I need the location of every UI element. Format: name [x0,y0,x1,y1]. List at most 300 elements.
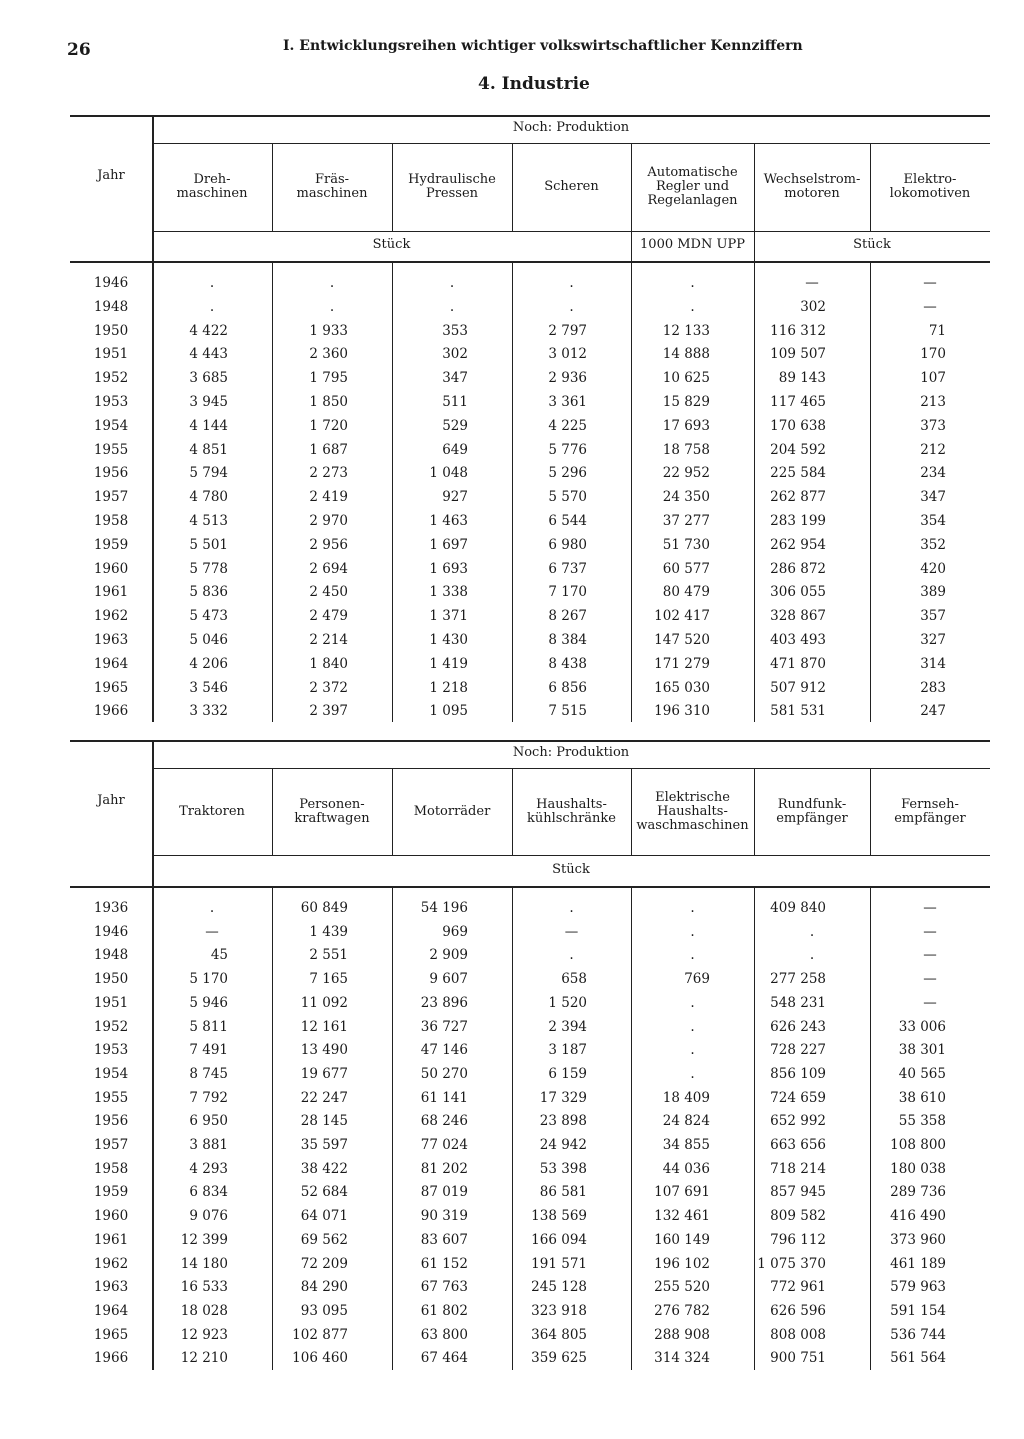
unit-label: Stück [372,237,411,252]
table-cell: 60 577 [662,560,710,577]
table-cell: 288 908 [654,1326,710,1343]
table-cell: 314 324 [654,1350,710,1367]
table-cell: 409 840 [770,900,826,916]
table-cell: 536 744 [890,1326,946,1343]
table-cell: 2 479 [309,608,348,625]
table-cell: 12 210 [180,1350,228,1367]
row-year: 1957 [93,1137,129,1153]
table-cell: 728 227 [770,1042,826,1059]
table-cell: 87 019 [420,1184,468,1201]
table-cell: — [923,900,937,916]
table-cell: 359 625 [531,1350,587,1367]
column-header: Wechselstrom- motoren [763,172,861,201]
table-cell: 796 112 [770,1231,826,1248]
table-cell: 352 [920,536,946,553]
row-year: 1956 [93,1113,129,1130]
table-cell: 2 419 [309,489,348,506]
row-year: 1963 [93,1279,129,1296]
table-cell: 196 310 [654,703,710,720]
rule-col-separator [870,768,871,855]
table-cell: 14 180 [180,1255,228,1272]
table-cell: . [329,298,335,315]
table-cell: — [923,298,937,315]
table-cell: 7 515 [548,703,587,720]
table-cell: 255 520 [654,1279,710,1296]
table-cell: 857 945 [770,1184,826,1201]
table-cell: 357 [920,608,946,625]
column-header: Hydraulische Pressen [408,172,496,201]
row-year: 1953 [93,1042,129,1059]
header-jahr: Jahr [97,792,125,808]
table-cell: 54 196 [420,900,468,916]
table-cell: 8 267 [548,608,587,625]
table-cell: 2 694 [309,560,348,577]
table-cell: — [564,923,579,940]
table-cell: 3 187 [548,1042,587,1059]
table-cell: 47 146 [420,1042,468,1059]
row-year: 1960 [93,560,129,577]
table-cell: 50 270 [420,1065,468,1082]
table-cell: 77 024 [420,1137,468,1153]
header-noch-produktion: Noch: Produktion [512,745,630,760]
table-cell: 80 479 [662,584,710,601]
table-cell: 772 961 [770,1279,826,1296]
table-cell: 67 763 [420,1279,468,1296]
table-cell: 9 607 [429,971,468,988]
unit-label: 1000 MDN UPP [640,237,745,252]
rule-col-separator [392,143,393,231]
table-cell: 5 811 [189,1018,228,1035]
row-year: 1961 [93,1231,129,1248]
table-cell: 180 038 [890,1160,946,1177]
table-cell: 1 430 [429,632,468,648]
table-cell: 1 520 [548,994,587,1011]
table-cell: . [690,900,695,916]
row-year: 1952 [93,370,129,387]
table-cell: 2 551 [309,947,348,964]
section-title: 4. Industrie [478,74,590,94]
table-cell: 323 918 [531,1302,587,1319]
header-noch-produktion: Noch: Produktion [512,120,630,135]
table-cell: 4 851 [189,441,228,458]
table-cell: . [809,923,815,940]
table-cell: 64 071 [300,1208,348,1225]
table-cell: . [449,275,455,291]
table-cell: 262 877 [770,489,826,506]
rule-col-separator [272,143,273,231]
table-cell: 61 141 [420,1089,468,1106]
table-cell: 34 855 [662,1137,710,1153]
column-header: Fernseh- empfänger [894,796,966,826]
table-cell: 86 581 [539,1184,587,1201]
column-header: Haushalts- kühlschränke [526,796,616,826]
table-cell: 1 693 [429,560,468,577]
table-cell: 4 293 [189,1160,228,1177]
table-cell: 1 463 [429,513,468,529]
table-cell: 548 231 [770,994,826,1011]
table-cell: 14 888 [662,346,710,363]
table-cell: 67 464 [420,1350,468,1367]
table-cell: 204 592 [770,441,826,458]
row-year: 1951 [93,994,129,1011]
table-cell: 2 394 [548,1018,587,1035]
table-cell: 63 800 [420,1326,468,1343]
table-cell: . [690,923,695,940]
table-cell: 1 795 [309,370,348,387]
table-cell: 171 279 [654,655,710,672]
table-cell: 4 443 [189,346,228,363]
table-cell: 72 209 [300,1255,348,1272]
row-year: 1959 [93,1184,129,1201]
table-cell: 2 909 [429,947,468,964]
table-cell: 160 149 [654,1231,710,1248]
table-cell: . [690,275,695,291]
table-cell: 1 850 [309,394,348,410]
table-cell: . [809,947,815,964]
table-cell: 649 [442,441,468,458]
table-cell: 11 092 [300,994,348,1011]
row-year: 1955 [93,441,129,458]
row-year: 1948 [93,298,129,315]
table-cell: 69 562 [300,1231,348,1248]
table-cell: 19 677 [300,1065,348,1082]
table-cell: 354 [920,513,946,529]
table-cell: 55 358 [898,1113,946,1130]
row-year: 1966 [93,1350,129,1367]
table-cell: 581 531 [770,703,826,720]
row-year: 1954 [93,417,129,434]
table-cell: 109 507 [770,346,826,363]
row-year: 1946 [93,275,129,291]
table-cell: 591 154 [890,1302,946,1319]
table-cell: 2 956 [309,536,348,553]
table-cell: 165 030 [654,679,710,696]
table-cell: 289 736 [890,1184,946,1201]
table-cell: — [205,923,219,940]
table-cell: 1 095 [429,703,468,720]
table-cell: 2 970 [309,513,348,529]
row-year: 1958 [93,513,129,529]
table-cell: 245 128 [531,1279,587,1296]
table-cell: 108 800 [890,1137,946,1153]
table-cell: 53 398 [539,1160,587,1177]
table-cell: — [805,275,819,291]
table-cell: 247 [920,703,946,720]
table-cell: 37 277 [662,513,710,529]
table-cell: 8 384 [548,632,587,648]
rule-header-split [152,768,990,769]
table-cell: 2 372 [309,679,348,696]
table-cell: 347 [442,370,468,387]
table-cell: 68 246 [420,1113,468,1130]
table-cell: 2 936 [548,370,587,387]
table-cell: 22 952 [662,465,710,482]
table-cell: 626 243 [770,1018,826,1035]
table-cell: . [209,900,215,916]
table-cell: . [569,275,574,291]
table-cell: 6 856 [548,679,587,696]
table-cell: 2 214 [309,632,348,648]
table-cell: . [329,275,335,291]
table-cell: 283 [920,679,946,696]
row-year: 1965 [93,1326,129,1343]
table-cell: 61 152 [420,1255,468,1272]
table-cell: . [690,947,695,964]
row-year: 1965 [93,679,129,696]
table-cell: . [690,1018,695,1035]
table-cell: — [923,275,937,291]
table-cell: 6 834 [189,1184,228,1201]
table-cell: 808 008 [770,1326,826,1343]
table-cell: 24 824 [662,1113,710,1130]
table-cell: 5 836 [189,584,228,601]
table-cell: 900 751 [770,1350,826,1367]
rule-col-separator [754,768,755,855]
row-year: 1946 [93,923,129,940]
table-cell: 36 727 [420,1018,468,1035]
table-cell: 3 881 [189,1137,228,1153]
table-cell: 5 501 [189,536,228,553]
table-cell: 6 737 [548,560,587,577]
table-cell: 170 [920,346,946,363]
table-cell: 8 745 [189,1065,228,1082]
table-cell: 286 872 [770,560,826,577]
table-cell: 234 [920,465,946,482]
table-cell: 2 450 [309,584,348,601]
table-cell: 3 546 [189,679,228,696]
column-header: Rundfunk- empfänger [776,796,848,826]
row-year: 1953 [93,394,129,410]
table-cell: 225 584 [770,465,826,482]
table-cell: 38 610 [898,1089,946,1106]
table-cell: 61 802 [420,1302,468,1319]
table-cell: 5 296 [548,465,587,482]
table-cell: 403 493 [770,632,826,648]
column-header: Scheren [544,179,599,194]
table-cell: 276 782 [654,1302,710,1319]
row-year: 1950 [93,322,129,339]
row-year: 1952 [93,1018,129,1035]
table-cell: 81 202 [420,1160,468,1177]
table-cell: 809 582 [770,1208,826,1225]
table-cell: 147 520 [654,632,710,648]
rule-top [70,740,990,742]
table-cell: 18 409 [662,1089,710,1106]
table-cell: 1 840 [309,655,348,672]
table-cell: 3 012 [548,346,587,363]
unit-label: Stück [552,861,590,877]
rule-col-separator [631,143,632,231]
table-cell: 60 849 [300,900,348,916]
row-year: 1963 [93,632,129,648]
table-cell: 90 319 [420,1208,468,1225]
table-cell: 13 490 [300,1042,348,1059]
rule-col-separator [870,143,871,231]
row-year: 1948 [93,947,129,964]
row-year: 1955 [93,1089,129,1106]
table-cell: 3 685 [189,370,228,387]
table-cell: 4 780 [189,489,228,506]
table-cell: 15 829 [662,394,710,410]
table-cell: 4 225 [548,417,587,434]
table-cell: 4 206 [189,655,228,672]
table-cell: 10 625 [662,370,710,387]
table-cell: 420 [920,560,946,577]
table-cell: 52 684 [300,1184,348,1201]
row-year: 1959 [93,536,129,553]
table-cell: 364 805 [531,1326,587,1343]
table-cell: 2 273 [309,465,348,482]
table-cell: 116 312 [770,322,826,339]
table-cell: 626 596 [770,1302,826,1319]
table-cell: 5 473 [189,608,228,625]
table-cell: — [923,994,937,1011]
table-cell: . [569,900,574,916]
table-cell: 969 [442,923,468,940]
header-jahr: Jahr [97,168,125,183]
production-table-2 [70,740,990,1370]
table-cell: 658 [561,971,587,988]
table-cell: 17 329 [539,1089,587,1106]
rule-unit-split [152,855,990,856]
table-cell: 262 954 [770,536,826,553]
table-cell: 2 360 [309,346,348,363]
table-cell: 166 094 [531,1231,587,1248]
table-cell: 7 170 [548,584,587,601]
table-cell: 5 946 [189,994,228,1011]
row-year: 1962 [93,1255,129,1272]
table-cell: 89 143 [778,370,826,387]
running-head: I. Entwicklungsreihen wichtiger volkswirtschaftlicher Kennziffern [283,38,803,54]
table-cell: 724 659 [770,1089,826,1106]
table-cell: 38 301 [898,1042,946,1059]
column-header: Personen- kraftwagen [294,796,370,826]
row-year: 1951 [93,346,129,363]
table-cell: 511 [442,394,468,410]
rule-col-separator [631,768,632,855]
unit-label: Stück [853,237,891,252]
table-cell: . [449,298,455,315]
table-cell: . [209,275,215,291]
table-cell: 373 960 [890,1231,946,1248]
table-cell: 327 [920,632,946,648]
table-cell: . [209,298,215,315]
table-cell: 663 656 [770,1137,826,1153]
table-cell: 1 048 [429,465,468,482]
table-cell: 529 [442,417,468,434]
table-cell: 561 564 [890,1350,946,1367]
table-cell: 35 597 [300,1137,348,1153]
table-cell: 16 533 [180,1279,228,1296]
table-cell: 652 992 [770,1113,826,1130]
table-cell: 7 165 [309,971,348,988]
table-cell: 1 720 [309,417,348,434]
column-header: Elektro- lokomotiven [889,172,971,201]
table-cell: 302 [800,298,826,315]
table-cell: 117 465 [770,394,826,410]
table-cell: 7 491 [189,1042,228,1059]
rule-col-separator [512,768,513,855]
rule-col-separator [754,143,755,231]
row-year: 1960 [93,1208,129,1225]
table-cell: 1 075 370 [757,1255,826,1272]
table-cell: 579 963 [890,1279,946,1296]
table-cell: 1 687 [309,441,348,458]
table-cell: 84 290 [300,1279,348,1296]
table-cell: 5 170 [189,971,228,988]
row-year: 1954 [93,1065,129,1082]
rule-col-separator [512,143,513,231]
table-cell: 5 776 [548,441,587,458]
table-cell: 212 [920,441,946,458]
row-year: 1964 [93,1302,129,1319]
table-cell: 328 867 [770,608,826,625]
rule-top [70,115,990,117]
table-cell: 9 076 [189,1208,228,1225]
table-cell: 102 877 [292,1326,348,1343]
table-cell: 927 [442,489,468,506]
table-cell: 17 693 [662,417,710,434]
table-cell: 12 133 [662,322,710,339]
table-cell: 23 896 [420,994,468,1011]
table-cell: 856 109 [770,1065,826,1082]
column-header: Fräs- maschinen [296,172,368,201]
table-cell: . [690,298,695,315]
table-cell: — [923,971,937,988]
column-header: Traktoren [179,803,245,819]
row-year: 1956 [93,465,129,482]
table-cell: 51 730 [662,536,710,553]
row-year: 1958 [93,1160,129,1177]
column-header: Elektrische Haushalts- waschmaschinen [636,789,749,833]
column-header: Dreh- maschinen [176,172,248,201]
table-cell: 23 898 [539,1113,587,1130]
table-cell: 373 [920,417,946,434]
table-cell: 4 144 [189,417,228,434]
rule-header-split [152,143,990,144]
table-cell: 3 361 [548,394,587,410]
table-cell: 170 638 [770,417,826,434]
row-year: 1962 [93,608,129,625]
table-cell: . [569,947,574,964]
table-cell: 471 870 [770,655,826,672]
table-cell: 353 [442,322,468,339]
row-year: 1950 [93,971,129,988]
table-cell: 3 332 [189,703,228,720]
table-cell: 6 544 [548,513,587,529]
table-cell: 302 [442,346,468,363]
table-cell: 769 [684,971,710,988]
table-cell: 213 [920,394,946,410]
table-cell: 107 691 [654,1184,710,1201]
table-cell: 191 571 [531,1255,587,1272]
table-cell: 5 046 [189,632,228,648]
row-year: 1966 [93,703,129,720]
table-cell: 1 419 [429,655,468,672]
table-cell: 461 189 [890,1255,946,1272]
table-cell: 5 778 [189,560,228,577]
table-cell: . [690,1065,695,1082]
table-cell: 3 945 [189,394,228,410]
table-cell: 33 006 [898,1018,946,1035]
table-cell: 6 159 [548,1065,587,1082]
table-cell: 24 350 [662,489,710,506]
table-cell: 44 036 [662,1160,710,1177]
table-cell: 83 607 [420,1231,468,1248]
row-year: 1957 [93,489,129,506]
table-cell: 416 490 [890,1208,946,1225]
production-table-1 [70,115,990,722]
